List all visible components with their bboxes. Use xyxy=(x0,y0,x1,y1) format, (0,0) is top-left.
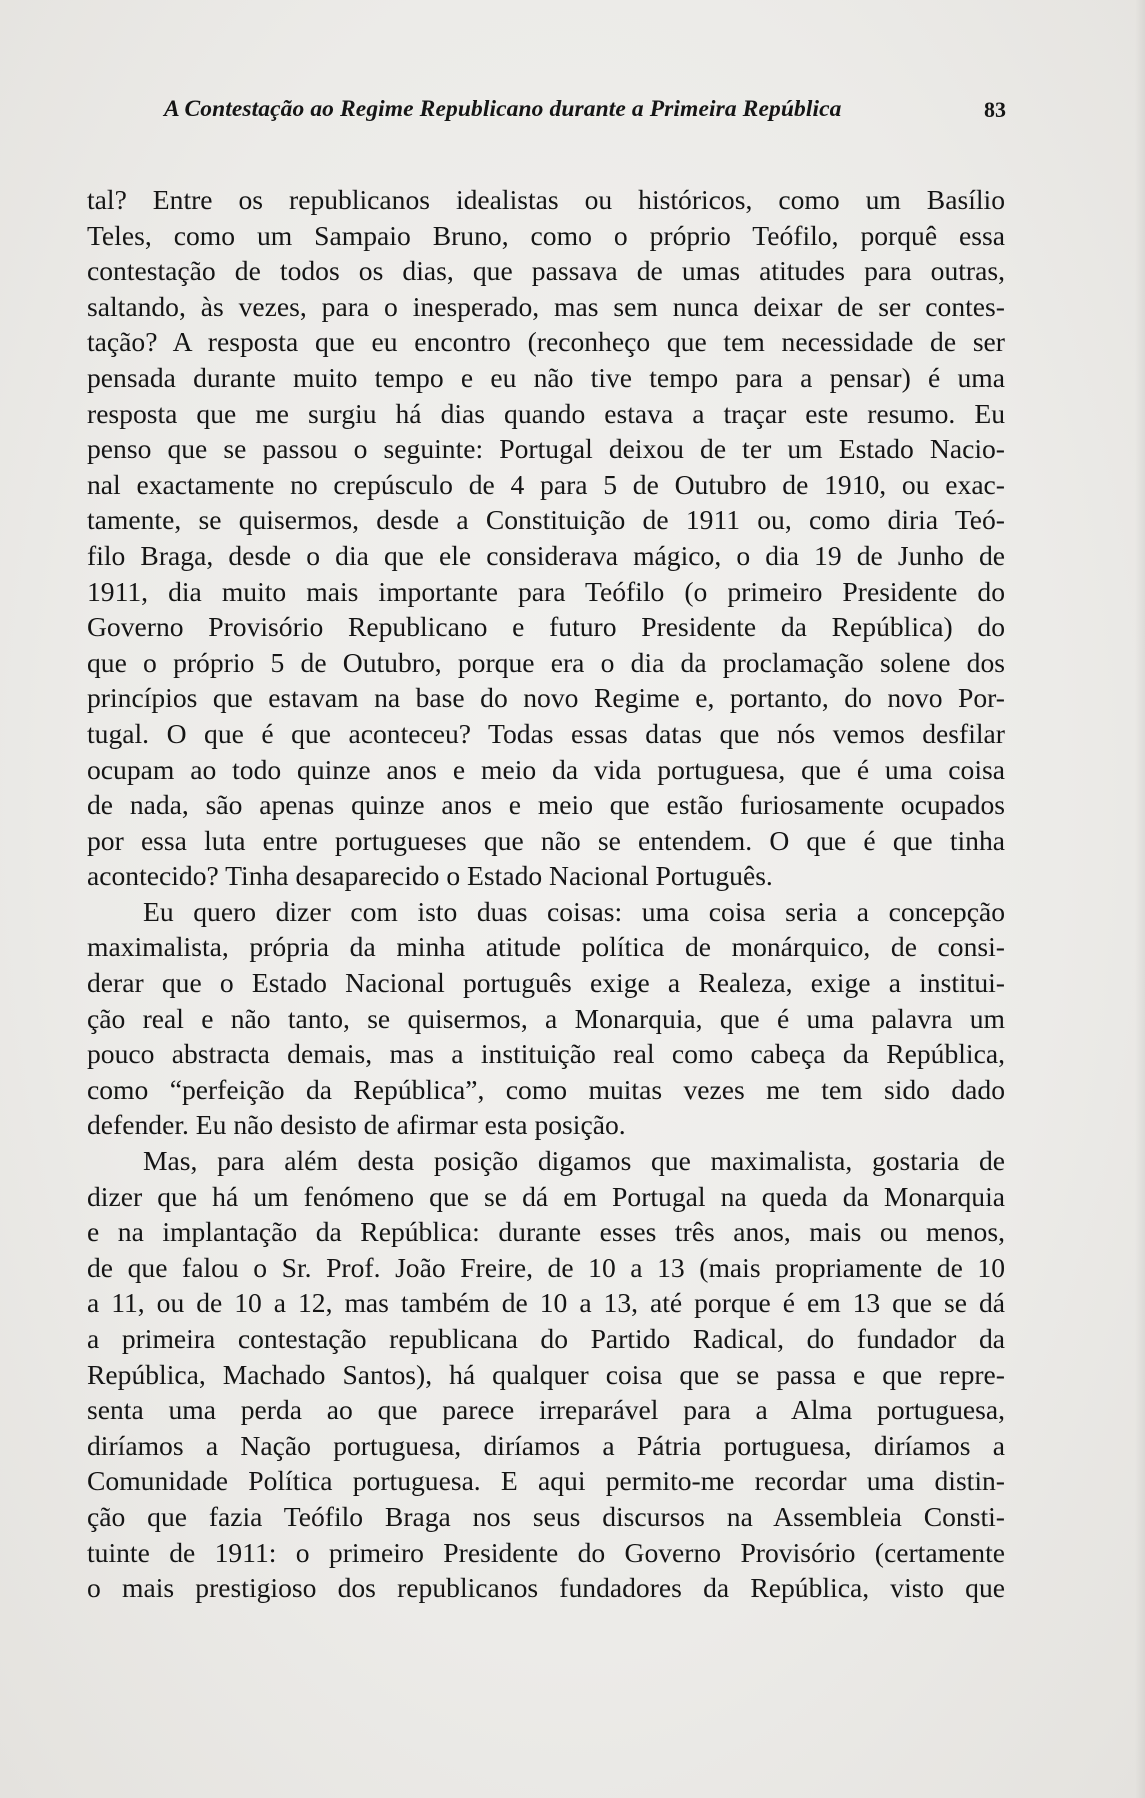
text-line: dizer que há um fenómeno que se dá em Portugal na queda da Monarquia xyxy=(87,1180,1005,1212)
text-line: a 11, ou de 10 a 12, mas também de 10 a 13, até porque é em 13 que se dá xyxy=(87,1287,1005,1319)
text-line: penso que se passou o seguinte: Portugal deixou de ter um Estado Nacio- xyxy=(87,433,1005,465)
text-line: saltando, às vezes, para o inesperado, mas sem nunca deixar de ser contes- xyxy=(87,290,1005,322)
paragraph-2 xyxy=(87,894,1005,1143)
paragraph-1 xyxy=(87,182,1005,894)
text-line: tal? Entre os republicanos idealistas ou históricos, como um Basílio xyxy=(87,184,1005,215)
text-line: de que falou o Sr. Prof. João Freire, de 10 a 13 (mais propriamente de 10 xyxy=(87,1251,1005,1283)
text-line: como “perfeição da República”, como muitas vezes me tem sido dado xyxy=(87,1073,1005,1105)
running-header xyxy=(164,96,1006,130)
text-line: tugal. O que é que aconteceu? Todas essas datas que nós vemos desfilar xyxy=(87,717,1005,749)
text-line: Governo Provisório Republicano e futuro Presidente da República) do xyxy=(87,611,1005,643)
text-line: acontecido? Tinha desaparecido o Estado Nacional Português. xyxy=(87,860,773,892)
text-line: o mais prestigioso dos republicanos fundadores da República, visto que xyxy=(87,1572,1005,1604)
text-line: tação? A resposta que eu encontro (reconheço que tem necessidade de ser xyxy=(87,326,1005,358)
text-line: por essa luta entre portugueses que não se entendem. O que é que tinha xyxy=(87,824,1005,856)
text-line: Eu quero dizer com isto duas coisas: uma coisa seria a concepção xyxy=(143,895,1005,927)
running-title: A Contestação ao Regime Republicano durante a Primeira República xyxy=(164,96,842,122)
text-line: derar que o Estado Nacional português exige a Realeza, exige a institui- xyxy=(87,967,1005,999)
text-line: a primeira contestação republicana do Partido Radical, do fundador da xyxy=(87,1323,1005,1354)
text-line: que o próprio 5 de Outubro, porque era o dia da proclamação solene dos xyxy=(87,646,1005,678)
text-line: princípios que estavam na base do novo Regime e, portanto, do novo Por- xyxy=(87,682,1005,714)
text-line: filo Braga, desde o dia que ele considerava mágico, o dia 19 de Junho de xyxy=(87,539,1005,571)
page-number: 83 xyxy=(984,97,1006,122)
page-edge-shadow xyxy=(1135,0,1145,1798)
text-line: e na implantação da República: durante esses três anos, mais ou menos, xyxy=(87,1216,1005,1248)
text-line: senta uma perda ao que parece irreparável para a Alma portuguesa, xyxy=(87,1394,1005,1426)
text-line: nal exactamente no crepúsculo de 4 para 5 de Outubro de 1910, ou exac- xyxy=(87,468,1005,500)
text-line: República, Machado Santos), há qualquer coisa que se passa e que repre- xyxy=(87,1358,1005,1390)
text-line: ção que fazia Teófilo Braga nos seus discursos na Assembleia Consti- xyxy=(87,1500,1005,1532)
text-line: defender. Eu não desisto de afirmar esta posição. xyxy=(87,1109,626,1141)
text-line: Teles, como um Sampaio Bruno, como o próprio Teófilo, porquê essa xyxy=(87,219,1005,251)
text-line: de nada, são apenas quinze anos e meio que estão furiosamente ocupados xyxy=(87,789,1005,821)
text-line: ocupam ao todo quinze anos e meio da vida portuguesa, que é uma coisa xyxy=(87,753,1005,785)
text-line: pouco abstracta demais, mas a instituição real como cabeça da República, xyxy=(87,1038,1005,1070)
text-line: 1911, dia muito mais importante para Teófilo (o primeiro Presidente do xyxy=(87,575,1005,607)
text-line: resposta que me surgiu há dias quando estava a traçar este resumo. Eu xyxy=(87,397,1005,429)
paragraph-3 xyxy=(87,1143,1005,1606)
text-line: tuinte de 1911: o primeiro Presidente do Governo Provisório (certamente xyxy=(87,1536,1005,1568)
text-line: contestação de todos os dias, que passava de umas atitudes para outras, xyxy=(87,255,1005,287)
body-text xyxy=(87,182,1005,1606)
text-line: Comunidade Política portuguesa. E aqui permito-me recordar uma distin- xyxy=(87,1465,1005,1497)
text-line: tamente, se quisermos, desde a Constituição de 1911 ou, como diria Teó- xyxy=(87,504,1005,536)
text-line: ção real e não tanto, se quisermos, a Monarquia, que é uma palavra um xyxy=(87,1002,1005,1034)
text-line: Mas, para além desta posição digamos que maximalista, gostaria de xyxy=(143,1145,1005,1177)
text-line: maximalista, própria da minha atitude política de monárquico, de consi- xyxy=(87,931,1005,963)
text-line: pensada durante muito tempo e eu não tive tempo para a pensar) é uma xyxy=(87,361,1005,393)
text-line: diríamos a Nação portuguesa, diríamos a Pátria portuguesa, diríamos a xyxy=(87,1429,1005,1461)
